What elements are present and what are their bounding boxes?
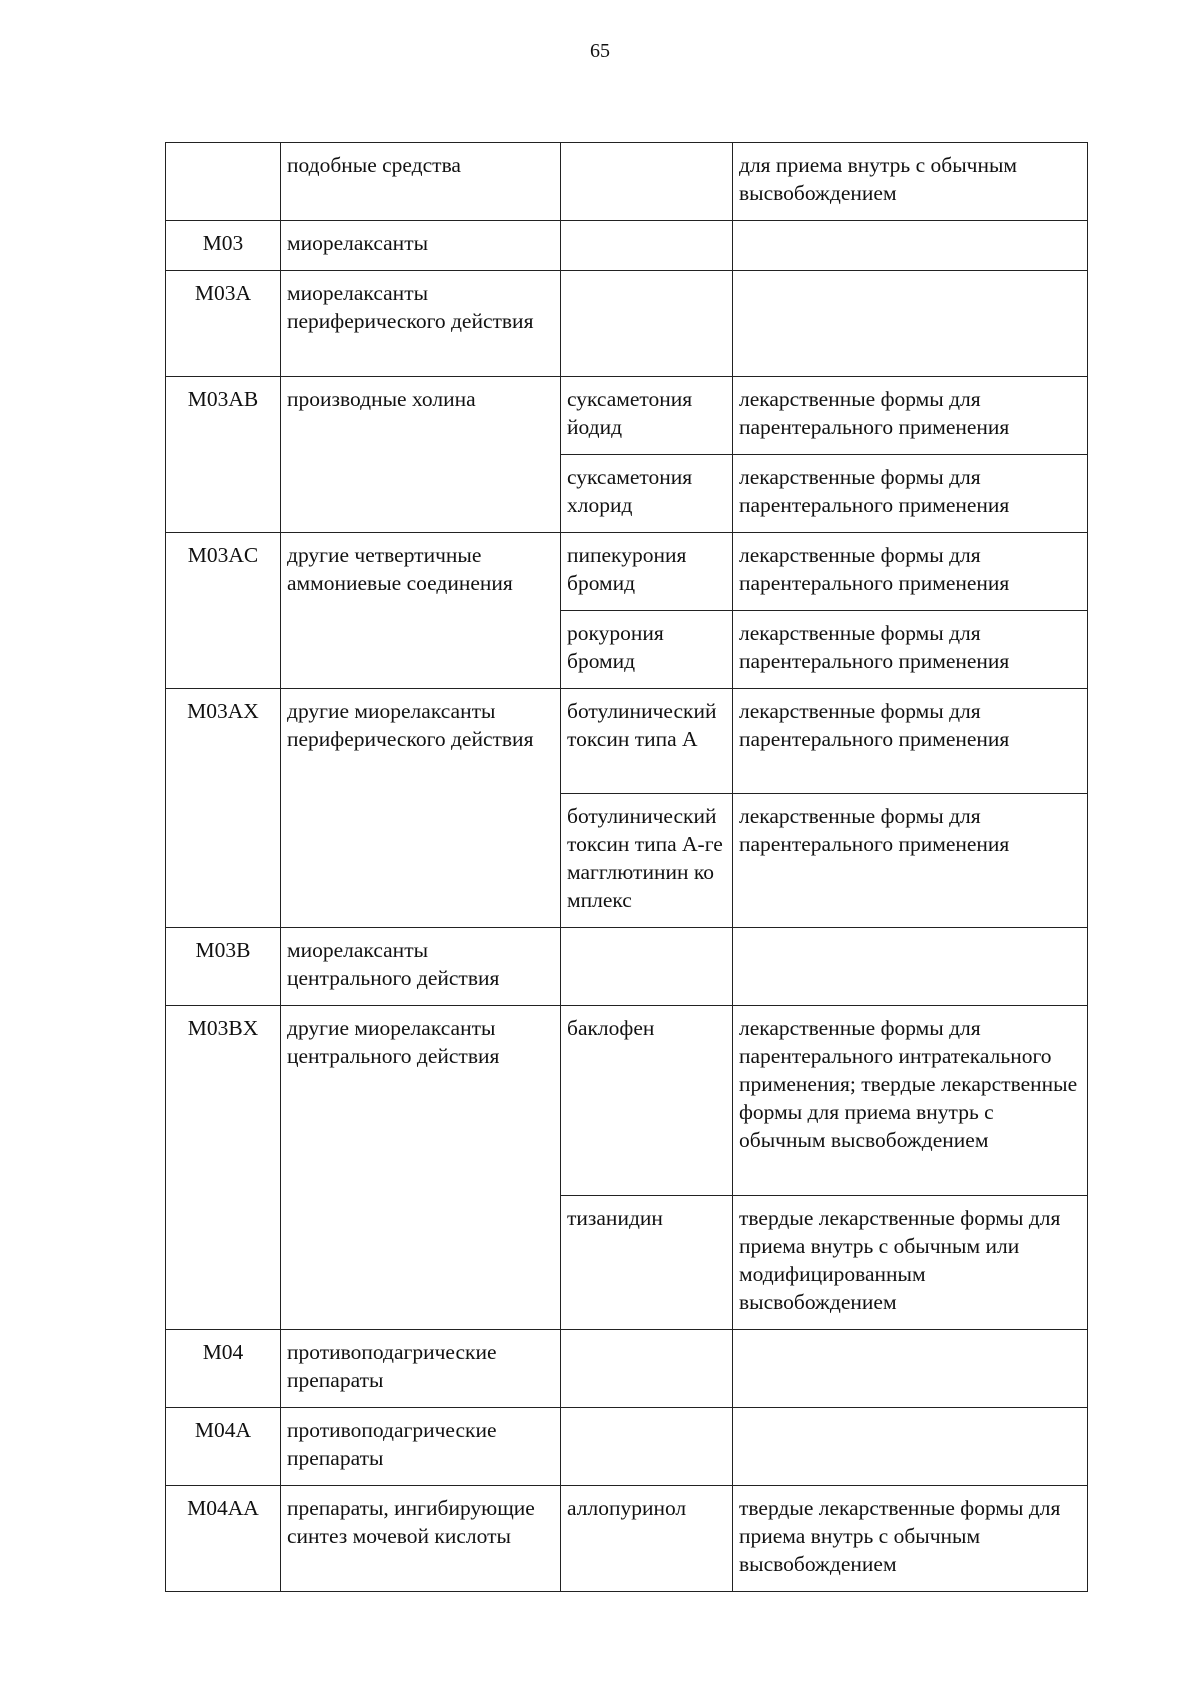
group-name: другие миорелаксанты центрального действия: [281, 1006, 561, 1330]
drug-table: [165, 142, 1088, 1592]
group-name: другие четвертичные аммониевые соединения: [281, 533, 561, 689]
atc-code: M03AX: [166, 689, 281, 928]
drug-name: [561, 221, 733, 271]
group-name: подобные средства: [281, 143, 561, 221]
dosage-form: [733, 221, 1088, 271]
atc-code: [166, 143, 281, 221]
table-row: [166, 533, 1088, 611]
table-row: [166, 928, 1088, 1006]
group-name: противоподагрические препараты: [281, 1408, 561, 1486]
atc-code: M03AC: [166, 533, 281, 689]
atc-code: M04AA: [166, 1486, 281, 1592]
group-name: миорелаксанты: [281, 221, 561, 271]
dosage-form: твердые лекарственные формы для приема внутрь с обычным высвобождением: [733, 1486, 1088, 1592]
drug-name: [561, 143, 733, 221]
dosage-form: лекарственные формы для парентерального применения: [733, 455, 1088, 533]
atc-code: M04: [166, 1330, 281, 1408]
group-name: препараты, ингибирующие синтез мочевой кислоты: [281, 1486, 561, 1592]
dosage-form: [733, 928, 1088, 1006]
dosage-form: твердые лекарственные формы для приема внутрь с обычным или модифицированным высвобождением: [733, 1196, 1088, 1330]
dosage-form: [733, 271, 1088, 377]
drug-name: [561, 271, 733, 377]
drug-name: [561, 1330, 733, 1408]
dosage-form: для приема внутрь с обычным высвобождением: [733, 143, 1088, 221]
atc-code: M04A: [166, 1408, 281, 1486]
drug-name: аллопуринол: [561, 1486, 733, 1592]
table-row: [166, 271, 1088, 377]
drug-name: рокурония бромид: [561, 611, 733, 689]
table-row: [166, 1486, 1088, 1592]
drug-name: пипекурония бромид: [561, 533, 733, 611]
dosage-form: [733, 1330, 1088, 1408]
group-name: противоподагрические препараты: [281, 1330, 561, 1408]
table-row: [166, 689, 1088, 794]
table-row: [166, 1408, 1088, 1486]
dosage-form: лекарственные формы для парентерального применения: [733, 377, 1088, 455]
table-row: [166, 377, 1088, 455]
dosage-form: лекарственные формы для парентерального применения: [733, 689, 1088, 794]
drug-name: ботулинический токсин типа А-гемагглютинин комплекс: [561, 794, 733, 928]
drug-name: ботулинический токсин типа А: [561, 689, 733, 794]
drug-name: тизанидин: [561, 1196, 733, 1330]
group-name: миорелаксанты периферического действия: [281, 271, 561, 377]
atc-code: M03BX: [166, 1006, 281, 1330]
drug-name: баклофен: [561, 1006, 733, 1196]
group-name: другие миорелаксанты периферического действия: [281, 689, 561, 928]
page-number: 65: [590, 40, 610, 62]
group-name: миорелаксанты центрального действия: [281, 928, 561, 1006]
drug-name: суксаметония хлорид: [561, 455, 733, 533]
group-name: производные холина: [281, 377, 561, 533]
table-row: [166, 143, 1088, 221]
drug-name: [561, 1408, 733, 1486]
dosage-form: лекарственные формы для парентерального применения: [733, 611, 1088, 689]
atc-code: M03AB: [166, 377, 281, 533]
dosage-form: лекарственные формы для парентерального применения: [733, 533, 1088, 611]
table-row: [166, 221, 1088, 271]
atc-code: M03: [166, 221, 281, 271]
dosage-form: лекарственные формы для парентерального интратекального применения; твердые лекарственные формы для приема внутрь с обычным высвобождением: [733, 1006, 1088, 1196]
table-row: [166, 1330, 1088, 1408]
drug-name: суксаметония йодид: [561, 377, 733, 455]
table-row: [166, 1006, 1088, 1196]
atc-code: M03B: [166, 928, 281, 1006]
dosage-form: лекарственные формы для парентерального применения: [733, 794, 1088, 928]
drug-name: [561, 928, 733, 1006]
dosage-form: [733, 1408, 1088, 1486]
atc-code: M03A: [166, 271, 281, 377]
